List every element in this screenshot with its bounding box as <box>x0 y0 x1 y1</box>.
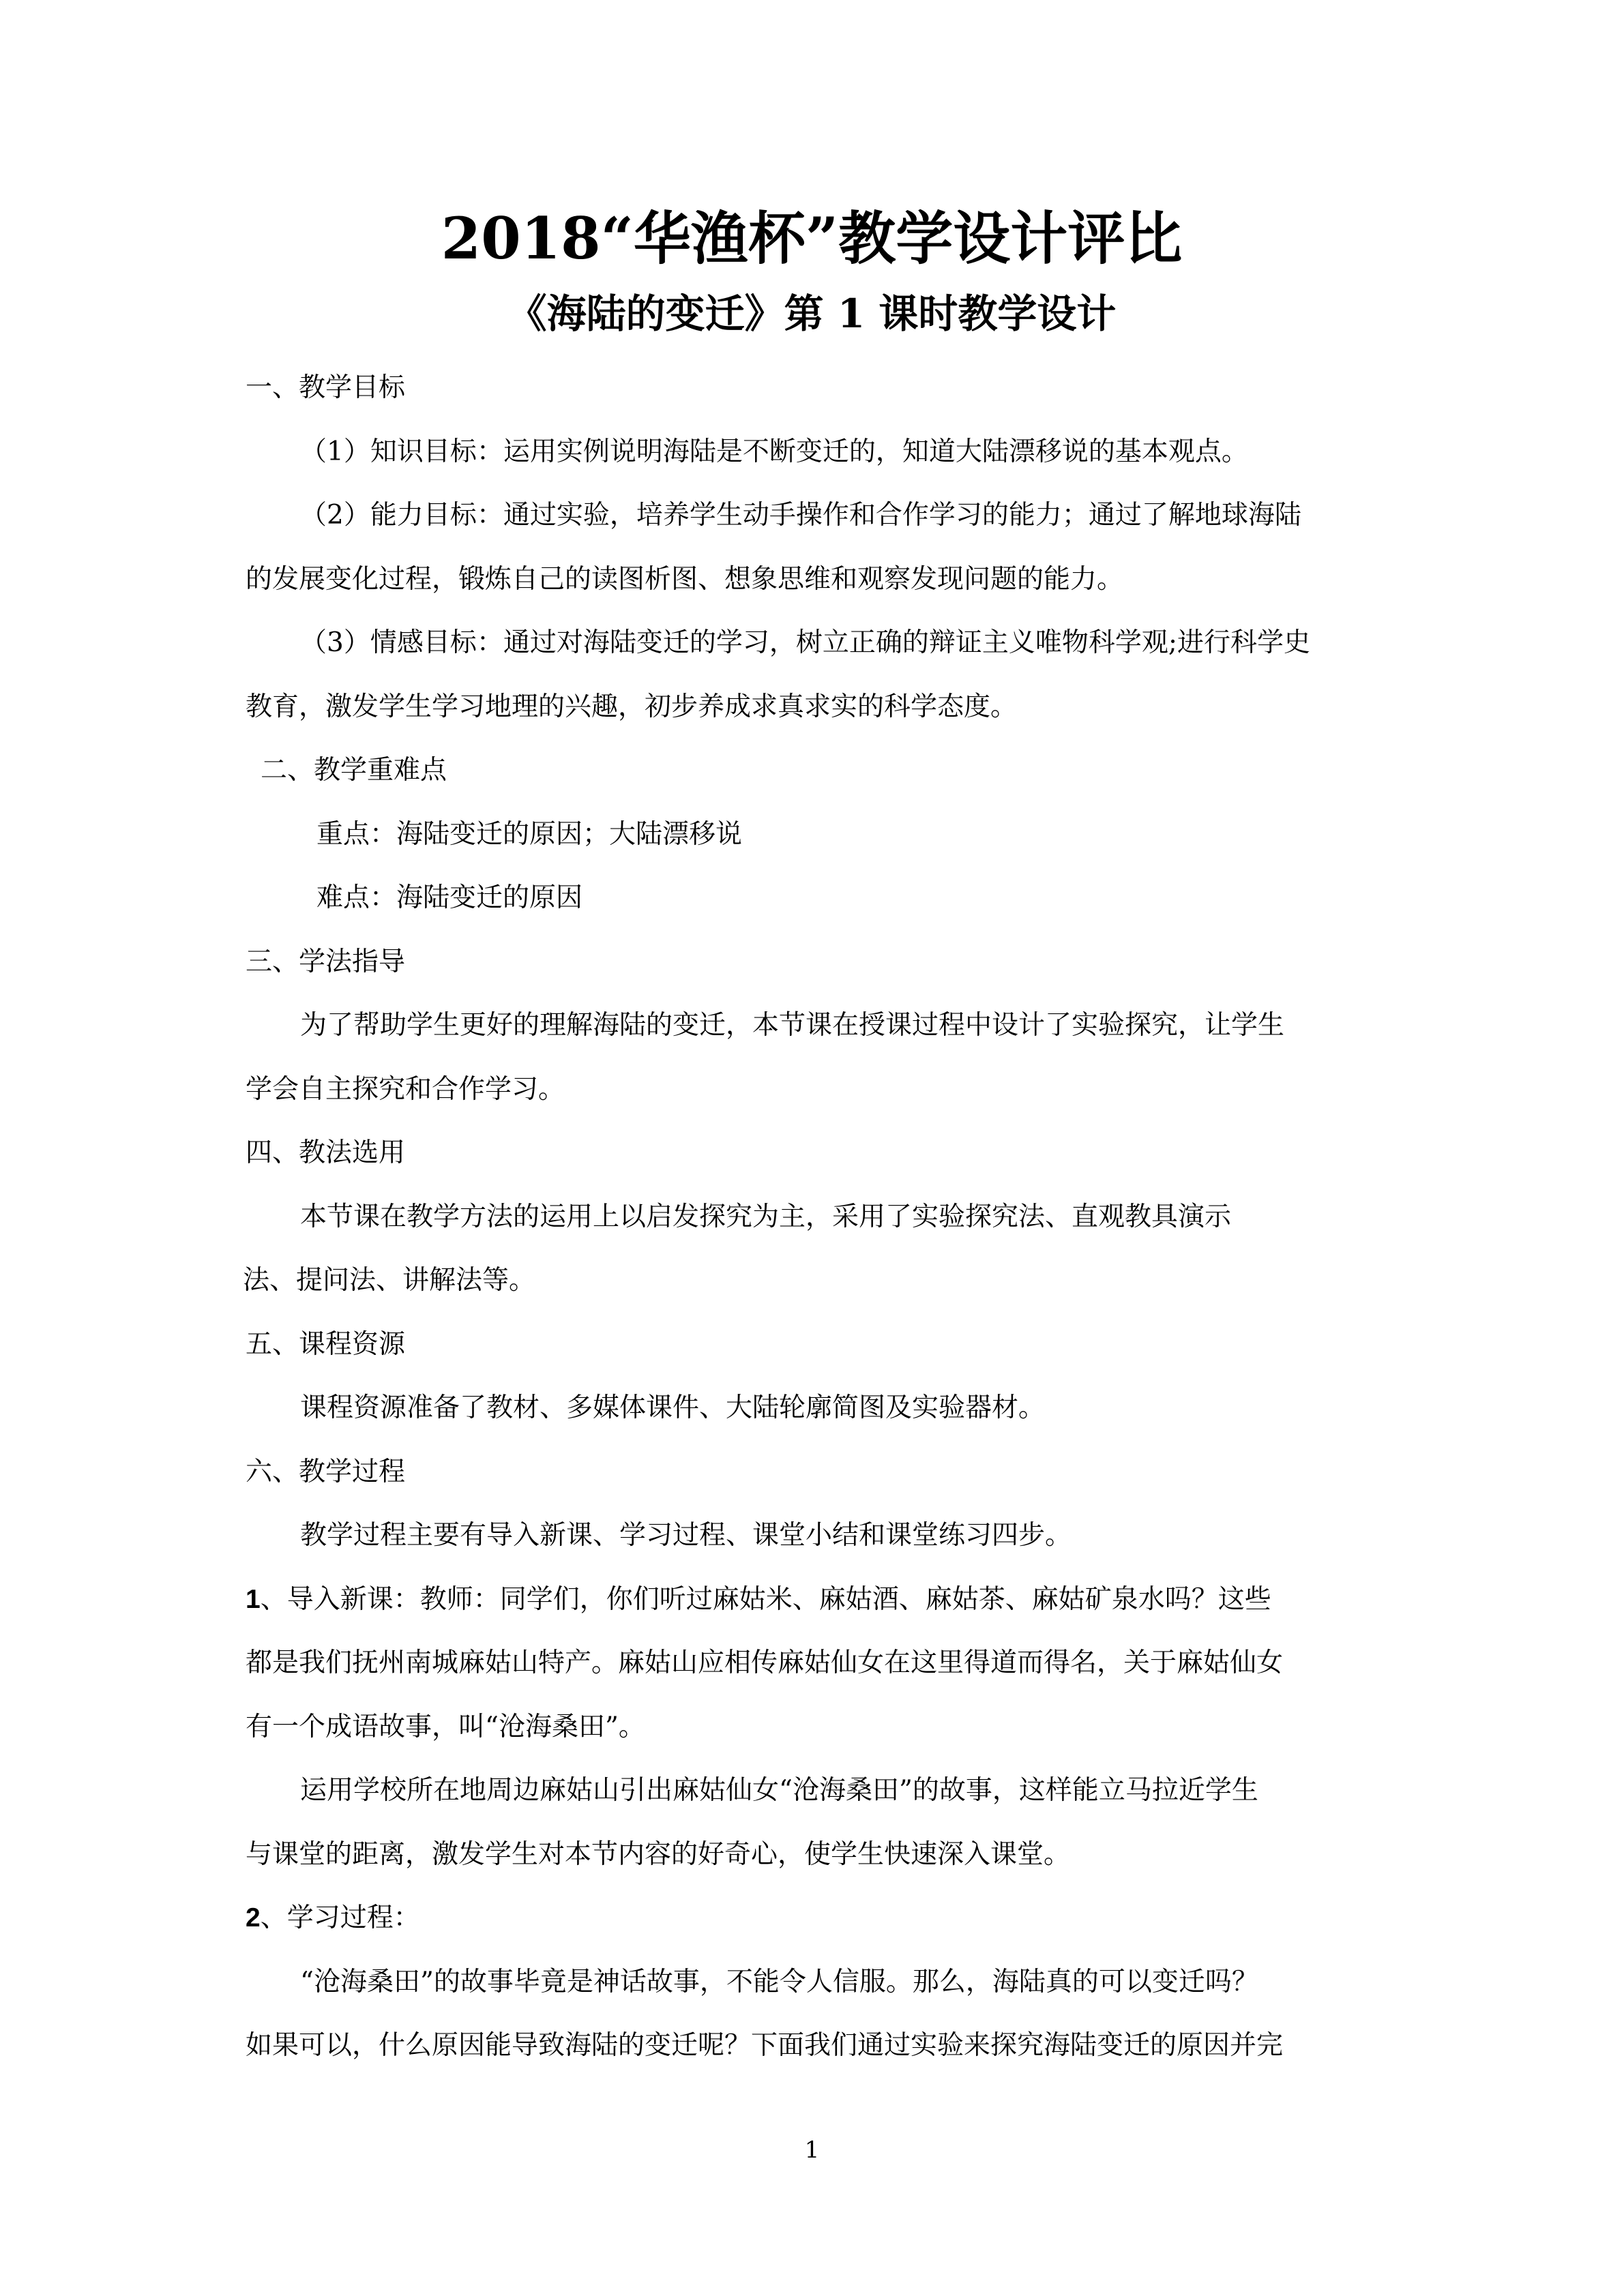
step1-note-line1: 运用学校所在地周边麻姑山引出麻姑仙女“沧海桑田”的故事，这样能立马拉近学生 <box>300 1775 1258 1806</box>
teaching-methods-line2: 法、提问法、讲解法等。 <box>243 1265 536 1296</box>
document-body <box>243 198 1378 2078</box>
step2-heading <box>246 1886 1378 1950</box>
teaching-process-intro: 教学过程主要有导入新课、学习过程、课堂小结和课堂练习四步。 <box>300 1520 1072 1551</box>
teaching-methods-line1: 本节课在教学方法的运用上以启发探究为主，采用了实验探究法、直观教具演示 <box>300 1201 1232 1232</box>
section-heading-course-resources: 五、课程资源 <box>246 1328 406 1360</box>
learning-guidance-line1: 为了帮助学生更好的理解海陆的变迁，本节课在授课过程中设计了实验探究，让学生 <box>300 1010 1285 1041</box>
step2-line1: “沧海桑田”的故事毕竟是神话故事，不能令人信服。那么，海陆真的可以变迁吗？ <box>300 1966 1258 1997</box>
step2-line2: 如果可以，什么原因能导致海陆的变迁呢？下面我们通过实验来探究海陆变迁的原因并完 <box>246 2030 1284 2061</box>
page-number: 1 <box>804 2136 820 2164</box>
objective-ability-line2: 的发展变化过程，锻炼自己的读图析图、想象思维和观察发现问题的能力。 <box>246 563 1124 595</box>
objective-emotion-line2: 教育，激发学生学习地理的兴趣，初步养成求真求实的科学态度。 <box>246 691 1018 722</box>
objective-knowledge: （1）知识目标：运用实例说明海陆是不断变迁的，知道大陆漂移说的基本观点。 <box>300 436 1248 467</box>
difficult-point: 难点：海陆变迁的原因 <box>316 882 583 913</box>
section-heading-teaching-process: 六、教学过程 <box>246 1456 406 1487</box>
learning-guidance-line2: 学会自主探究和合作学习。 <box>246 1073 565 1105</box>
step1-line3: 有一个成语故事，叫“沧海桑田”。 <box>246 1711 645 1742</box>
section-heading-teaching-objectives: 一、教学目标 <box>246 372 406 403</box>
section-heading-key-difficult-points: 二、教学重难点 <box>261 755 447 786</box>
step1-line2: 都是我们抚州南城麻姑山特产。麻姑山应相传麻姑仙女在这里得道而得名，关于麻姑仙女 <box>246 1648 1284 1678</box>
step1-note-line2: 与课堂的距离，激发学生对本节内容的好奇心，使学生快速深入课堂。 <box>246 1838 1071 1870</box>
key-point: 重点：海陆变迁的原因；大陆漂移说 <box>316 818 743 850</box>
document-subtitle: 《海陆的变迁》第 1 课时教学设计 <box>507 290 1117 337</box>
step1-line1 <box>246 1568 1378 1632</box>
step2-heading-text: 、学习过程： <box>260 1903 420 1933</box>
objective-emotion-line1: （3）情感目标：通过对海陆变迁的学习，树立正确的辩证主义唯物科学观;进行科学史 <box>300 627 1310 658</box>
section-heading-learning-guidance: 三、学法指导 <box>246 946 406 977</box>
step1-number: 1 <box>246 1584 261 1614</box>
course-resources-text: 课程资源准备了教材、多媒体课件、大陆轮廓简图及实验器材。 <box>300 1392 1046 1423</box>
document-title: 2018“华渔杯”教学设计评比 <box>441 205 1183 272</box>
section-heading-teaching-methods: 四、教法选用 <box>246 1137 406 1168</box>
step2-number: 2 <box>246 1903 261 1933</box>
objective-ability-line1: （2）能力目标：通过实验，培养学生动手操作和合作学习的能力；通过了解地球海陆 <box>300 500 1301 531</box>
step1-line1-text: 、导入新课：教师：同学们，你们听过麻姑米、麻姑酒、麻姑茶、麻姑矿泉水吗？这些 <box>260 1583 1271 1615</box>
